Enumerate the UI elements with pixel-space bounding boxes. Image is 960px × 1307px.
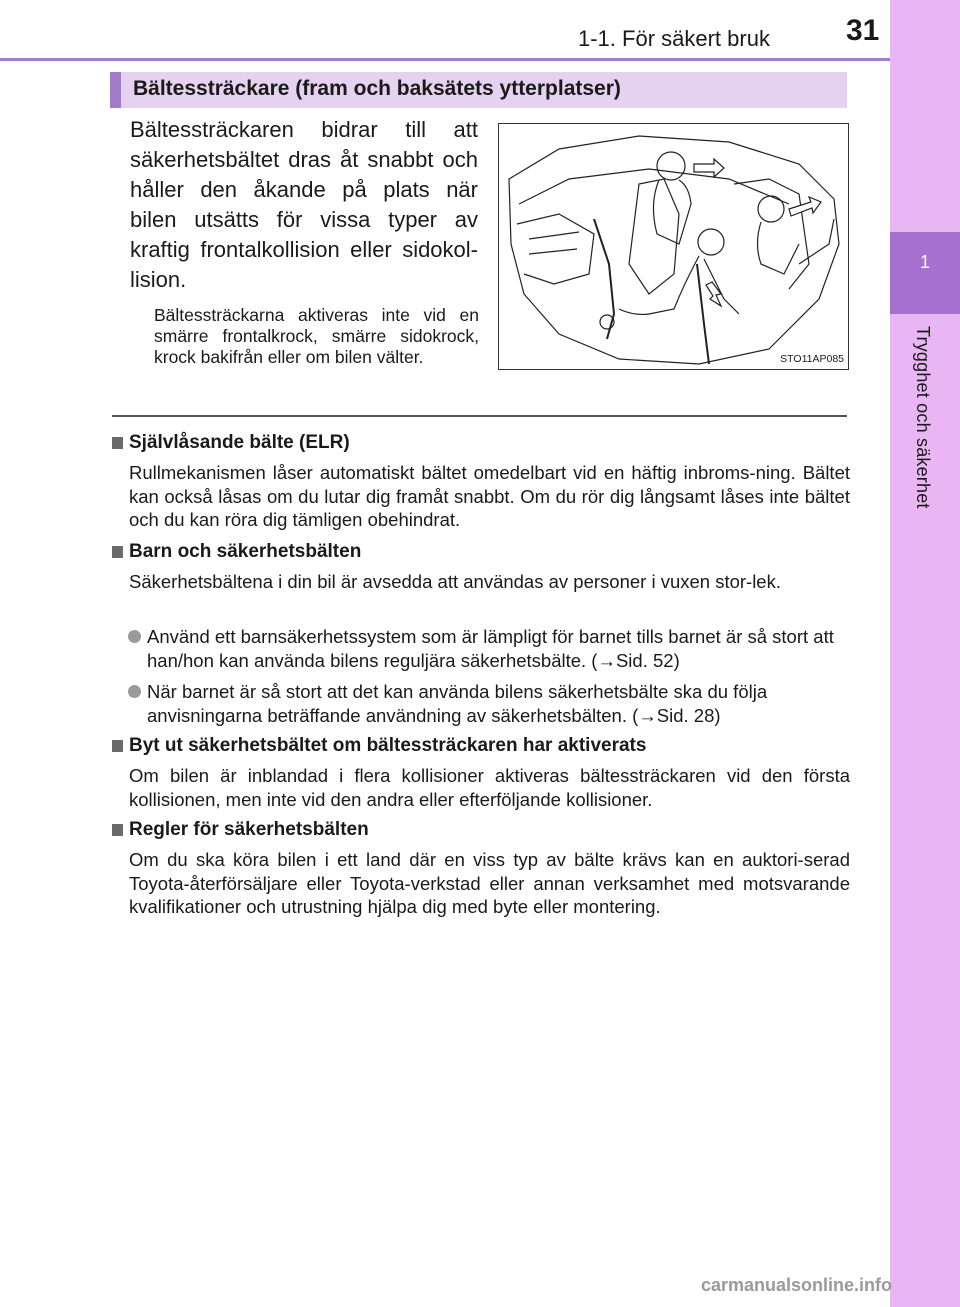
topic-children xyxy=(110,540,850,594)
topic-replace-belt xyxy=(110,734,850,811)
topic-body: Rullmekanismen låser automatiskt bältet omedelbart vid en häftig inbroms-ning. Bältet kan också låsas om du lutar dig framåt snabbt. Om du rör dig långsamt låses inte bältet och du kan röra dig tämligen obehindrat. xyxy=(129,462,850,530)
bullet-adult-belt: När barnet är så stort att det kan använda bilens säkerhetsbälte ska du följa anvisningarna beträffande användning av säkerhetsbälten. (→Sid. 28) xyxy=(128,680,869,727)
bullet-child-seat: Använd ett barnsäkerhetssystem som är lämpligt för barnet tills barnet är så stort att han/hon kan använda bilens reguljära säkerhetsbälte. (→Sid. 52) xyxy=(128,625,869,672)
chapter-number: 1 xyxy=(919,252,930,272)
page-number: 31 xyxy=(846,14,880,47)
header-rule xyxy=(0,58,890,61)
watermark: carmanualsonline.info xyxy=(701,1275,893,1295)
intro-note: Bältessträckarna aktiveras inte vid en smärre frontalkrock, smärre sidokrock, krock bakifrån eller om bilen välter. xyxy=(154,305,479,367)
topic-title: Byt ut säkerhetsbältet om bältessträckaren har aktiverats xyxy=(110,734,850,758)
illustration-code: STO11AP085 xyxy=(780,353,844,365)
chapter-side-band xyxy=(890,0,960,1307)
topic-body: Säkerhetsbältena i din bil är avsedda att användas av personer i vuxen stor-lek. xyxy=(129,571,781,592)
section-divider xyxy=(112,415,847,417)
section-heading-text: Bältessträckare (fram och baksätets ytterplatser) xyxy=(133,77,621,100)
bullet-text: Använd ett barnsäkerhetssystem som är lämpligt för barnet tills barnet är så stort att han/hon kan använda bilens reguljära säkerhetsbälte. ( xyxy=(147,626,834,671)
topic-title: Regler för säkerhetsbälten xyxy=(110,818,850,842)
bullet-dot-icon xyxy=(128,630,141,643)
chapter-tab[interactable] xyxy=(890,232,960,314)
bullet-dot-icon xyxy=(128,685,141,698)
page-reference-link[interactable]: Sid. 28 xyxy=(656,704,715,726)
topic-title: Barn och säkerhetsbälten xyxy=(110,540,850,564)
section-heading xyxy=(110,72,847,108)
arrow-icon: → xyxy=(638,704,657,726)
topic-title: Självlåsande bälte (ELR) xyxy=(110,431,850,455)
seatbelt-pretensioner-illustration xyxy=(498,123,849,370)
bullet-text: När barnet är så stort att det kan använda bilens säkerhetsbälte ska du följa anvisningarna beträffande användning av säkerhetsbälten. ( xyxy=(147,681,768,726)
chapter-title: Trygghet och säkerhet xyxy=(913,326,933,509)
section-reference: 1-1. För säkert bruk xyxy=(578,26,770,51)
topic-body: Om bilen är inblandad i flera kollisioner aktiveras bältessträckaren vid den första kollisionen, men inte vid den andra eller efterföljande kollisioner. xyxy=(129,765,850,810)
topic-elr xyxy=(110,431,850,532)
topic-belt-rules xyxy=(110,818,850,919)
page-reference-link[interactable]: Sid. 52 xyxy=(615,649,674,671)
intro-paragraph: Bältessträckaren bidrar till att säkerhetsbältet dras åt snabbt och håller den åkande på plats när bilen utsätts för vissa typer av kraftig frontalkollision eller sidokol-lision. xyxy=(130,117,478,292)
arrow-icon: → xyxy=(597,649,616,671)
car-interior-drawing xyxy=(499,124,848,369)
topic-body: Om du ska köra bilen i ett land där en viss typ av bälte krävs kan en auktori-serad Toyota-återförsäljare eller Toyota-verkstad eller annan verksamhet med motsvarande kvalifikationer och utrustning hjälpa dig med byte eller montering. xyxy=(129,849,850,917)
